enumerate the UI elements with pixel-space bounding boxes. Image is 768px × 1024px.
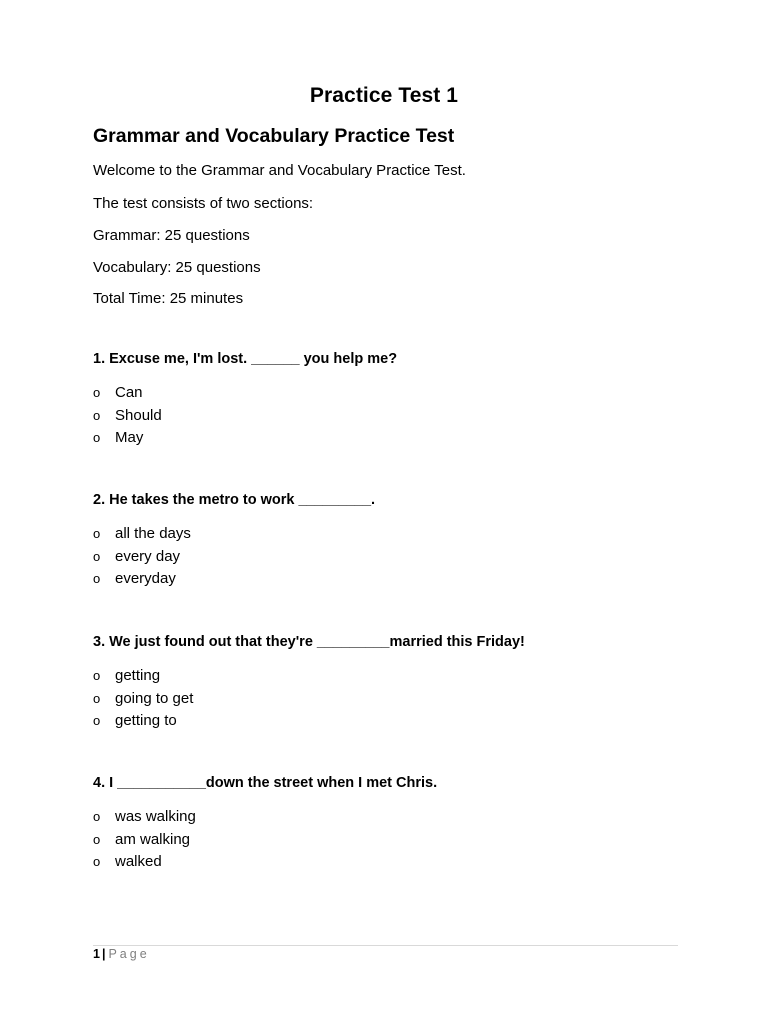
option-label: everyday xyxy=(115,570,176,587)
page-number: 1 xyxy=(93,947,100,961)
bullet-icon: o xyxy=(93,407,101,423)
page-label: Page xyxy=(108,947,150,961)
option-label: getting xyxy=(115,667,161,684)
bullet-icon: o xyxy=(93,668,101,683)
answer-option[interactable] xyxy=(93,546,191,569)
question-3: 3. We just found out that they're _________married this Friday! xyxy=(93,634,525,650)
answer-option[interactable] xyxy=(93,688,193,711)
question-2-options xyxy=(93,523,191,591)
page-footer xyxy=(93,947,150,961)
option-label: May xyxy=(115,429,144,446)
bullet-icon: o xyxy=(93,690,101,706)
option-label: going to get xyxy=(115,689,194,707)
intro-welcome: Welcome to the Grammar and Vocabulary Practice Test. xyxy=(93,162,466,179)
document-subtitle: Grammar and Vocabulary Practice Test xyxy=(93,125,455,147)
document-title: Practice Test 1 xyxy=(309,84,459,107)
answer-option[interactable] xyxy=(93,405,162,428)
option-label: Can xyxy=(115,384,143,401)
bullet-icon: o xyxy=(93,809,101,824)
answer-option[interactable] xyxy=(93,568,191,591)
intro-sections: The test consists of two sections: xyxy=(93,195,314,212)
intro-grammar-count: Grammar: 25 questions xyxy=(93,227,250,244)
option-label: all the days xyxy=(115,525,191,542)
bullet-icon: o xyxy=(93,831,101,847)
page-separator: | xyxy=(101,947,106,961)
question-2: 2. He takes the metro to work _________. xyxy=(93,492,376,508)
option-label: Should xyxy=(115,406,162,424)
question-1: 1. Excuse me, I'm lost. ______ you help me? xyxy=(93,351,398,367)
bullet-icon: o xyxy=(93,385,101,400)
answer-option[interactable] xyxy=(93,710,193,733)
answer-option[interactable] xyxy=(93,851,196,874)
answer-option[interactable] xyxy=(93,806,196,829)
bullet-icon: o xyxy=(93,526,101,541)
answer-option[interactable] xyxy=(93,427,162,450)
bullet-icon: o xyxy=(93,854,101,869)
question-3-options xyxy=(93,665,193,733)
bullet-icon: o xyxy=(93,713,101,728)
answer-option[interactable] xyxy=(93,829,196,852)
intro-total-time: Total Time: 25 minutes xyxy=(93,290,244,307)
answer-option[interactable] xyxy=(93,665,193,688)
question-4: 4. I ___________down the street when I met Chris. xyxy=(93,775,438,791)
footer-divider xyxy=(93,945,678,946)
intro-vocabulary-count: Vocabulary: 25 questions xyxy=(93,259,261,276)
option-label: am walking xyxy=(115,830,191,848)
question-1-options xyxy=(93,382,162,450)
bullet-icon: o xyxy=(93,430,101,445)
bullet-icon: o xyxy=(93,571,101,586)
question-4-options xyxy=(93,806,196,874)
bullet-icon: o xyxy=(93,548,101,564)
answer-option[interactable] xyxy=(93,523,191,546)
option-label: every day xyxy=(115,547,181,565)
option-label: was walking xyxy=(115,808,196,825)
option-label: getting to xyxy=(115,712,177,729)
option-label: walked xyxy=(115,853,162,870)
answer-option[interactable] xyxy=(93,382,162,405)
